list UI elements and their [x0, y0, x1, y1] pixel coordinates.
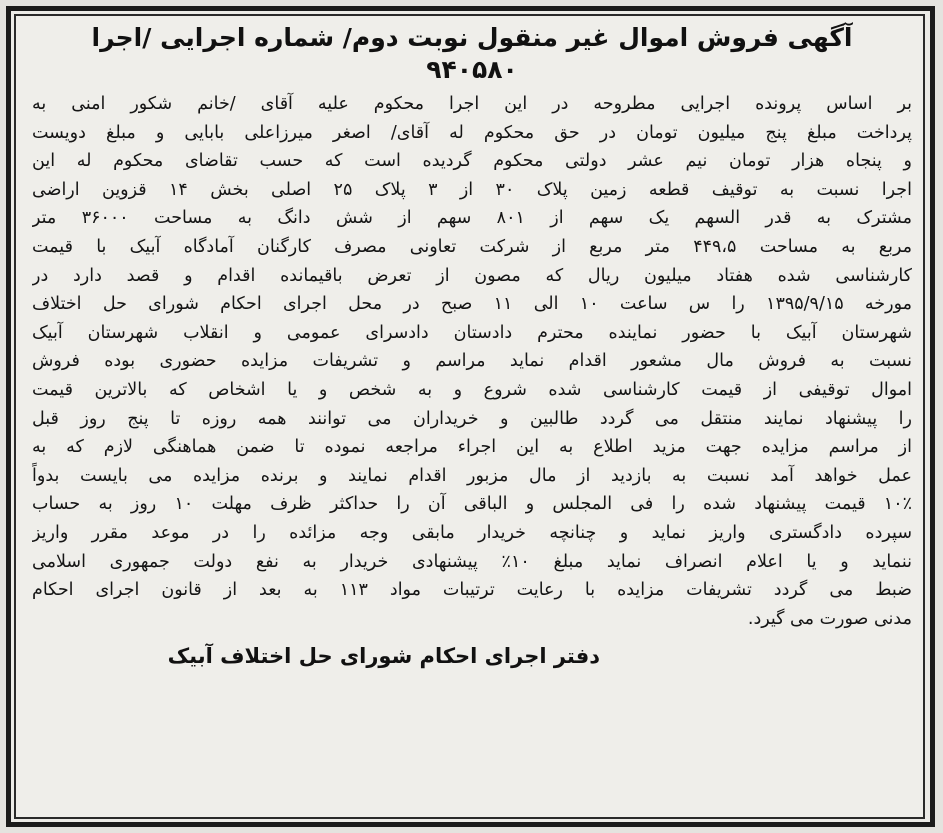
case-number: ۹۴۰۵۸۰ [426, 55, 518, 84]
body-line: را پیشنهاد نمایند منتقل می گردد طالبین و خریداران می توانند همه روزه تا پنج روز قبل [32, 408, 912, 429]
body-line: و پنجاه هزار تومان نیم عشر دولتی محکوم گردیده است که حسب تقاضای محکوم له این [32, 151, 912, 172]
body-line: ضبط می گردد تشریفات مزایده با رعایت ترتیبات مواد ۱۱۳ به بعد از قانون اجرای احکام [32, 580, 912, 601]
body-line: ننماید و یا اعلام انصراف نماید مبلغ ۱۰٪ پیشنهادی خریدار به نفع دولت جمهوری اسلامی [32, 551, 912, 572]
body-line: اجرا نسبت به توقیف قطعه زمین پلاک ۳۰ از ۳ پلاک ۲۵ اصلی بخش ۱۴ قزوین اراضی [32, 179, 912, 200]
body-line: سپرده دادگستری واریز نماید و چنانچه خریدار مابقی وجه مزائده را در موعد مقرر واریز [32, 522, 912, 543]
notice-body [32, 90, 912, 633]
body-line: شهرستان آبیک با حضور نماینده محترم دادستان دادسرای عمومی و انقلاب شهرستان آبیک [32, 322, 912, 343]
body-line: بر اساس پرونده اجرایی مطروحه در این اجرا محکوم علیه آقای /خانم شکور امنی به [32, 94, 912, 114]
body-line: ۱۰٪ قیمت پیشنهاد شده را فی المجلس و الباقی آن را حداکثر ظرف مهلت ۱۰ روز به حساب [32, 494, 912, 515]
body-line: اموال توقیفی از قیمت کارشناسی شده شروع و به شخص و یا اشخاص که بالاترین قیمت [32, 379, 912, 400]
body-line: مربع به مساحت ۴۴۹،۵ متر مربع از شرکت تعاونی مصرف کارگنان آمادگاه آبیک با قیمت [32, 236, 912, 257]
body-line: نسبت به فروش مال مشعور اقدام نماید مراسم و تشریفات مزایده حضوری بوده فروش [32, 351, 912, 372]
notice-content [32, 22, 912, 812]
body-line: عمل خواهد آمد نسبت به بازدید از مال مزبور اقدام نمایند و برنده مزایده می بایست بدواً [32, 465, 912, 486]
notice-title: آگهی فروش اموال غیر منقول نوبت دوم/ شماره اجرایی /اجرا [91, 23, 853, 52]
body-line: از مراسم مزایده جهت مزید اطلاع به این اجراء مراجعه نموده تا ضمن هماهنگی لازم که به [32, 437, 912, 458]
body-line: مورخه ۱۳۹۵/۹/۱۵ را س ساعت ۱۰ الی ۱۱ صبح در محل اجرای احکام شورای حل اختلاف [32, 294, 912, 315]
body-line: مشترک به قدر السهم یک سهم از ۸۰۱ سهم از شش دانگ به مساحت ۳۶۰۰۰ متر [32, 208, 912, 229]
body-line: پرداخت مبلغ پنج میلیون تومان در حق محکوم له آقای/ اصغر میرزاعلی بابایی و مبلغ دویست [32, 122, 912, 143]
body-line: کارشناسی شده هفتاد میلیون ریال که مصون از تعرض باقیمانده اقدام و قصد دارد در [32, 265, 912, 286]
issuer-signature: دفتر اجرای احکام شورای حل اختلاف آبیک [167, 644, 600, 669]
body-line: مدنی صورت می گیرد. [747, 608, 912, 629]
